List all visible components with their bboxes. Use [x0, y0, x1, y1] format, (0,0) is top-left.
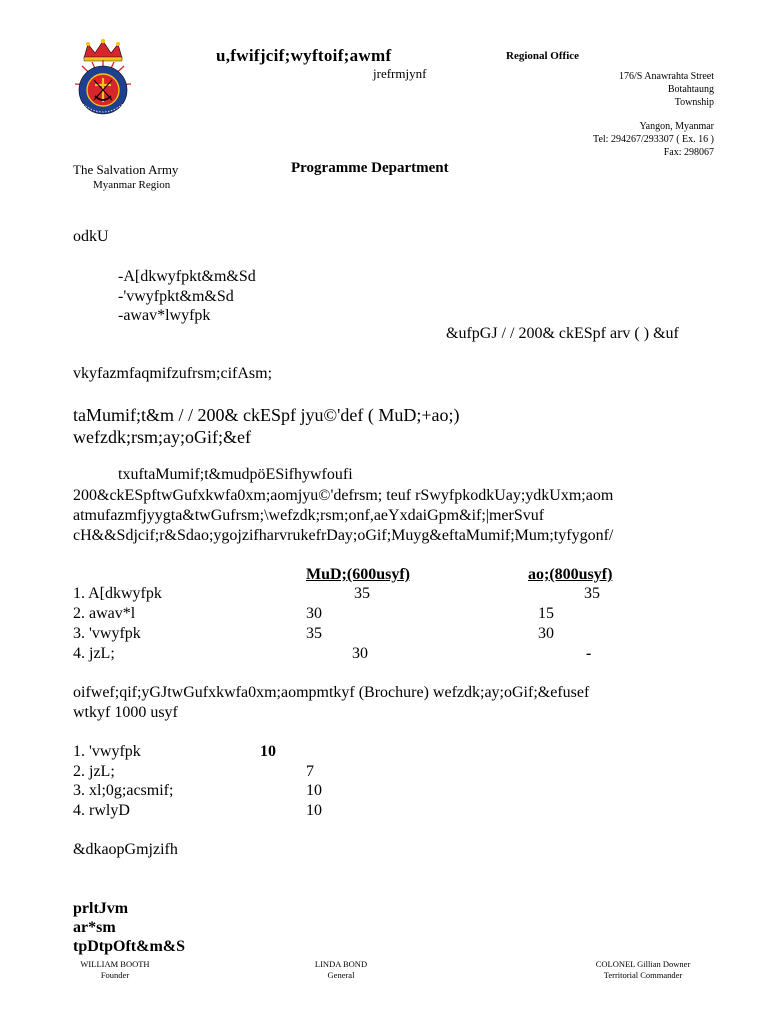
brochure-row-label: 2. jzL; — [73, 763, 115, 780]
letter-heading-2: wefzdk;rsm;ay;oGif;&ef — [73, 427, 251, 447]
table-row-small: 30 — [538, 625, 554, 642]
recipient-2: -'vwyfpkt&m&Sd — [118, 288, 234, 305]
letter-closing: &dkaopGmjzifh — [73, 841, 178, 858]
address-phone: Tel: 294267/293307 ( Ex. 16 ) — [593, 134, 714, 145]
brochure-row-label: 1. 'vwyfpk — [73, 743, 141, 760]
brochure-row-label: 3. xl;0g;acsmif; — [73, 782, 174, 799]
table-row-large: 35 — [354, 585, 370, 602]
table-row-large: 30 — [352, 645, 368, 662]
brochure-row-value: 7 — [306, 763, 314, 780]
table-row-label: 3. 'vwyfpk — [73, 625, 141, 642]
table-row-small: - — [586, 645, 592, 662]
table-row-small: 15 — [538, 605, 554, 622]
table-row-label: 1. A[dkwyfpk — [73, 585, 162, 602]
paragraph-line-4: cH&&Sdjcif;r&Sdao;ygojzifharvrukefrDay;oGif;Muyg&eftaMumif;Mum;tyfygonf/ — [73, 527, 614, 544]
table-header-small: ao;(800usyf) — [528, 566, 613, 583]
salutation-to: odkU — [73, 228, 109, 245]
table-row-large: 35 — [306, 625, 322, 642]
letterhead-subtitle-myanmar: jrefrmjynf — [373, 66, 427, 81]
table-row-large: 30 — [306, 605, 322, 622]
table-header-large: MuD;(600usyf) — [306, 566, 410, 583]
letter-subject: vkyfazmfaqmifzufrsm;cifAsm; — [73, 365, 273, 382]
footer-general-name: LINDA BOND — [314, 959, 368, 969]
footer-commander-title: Territorial Commander — [603, 970, 683, 980]
recipient-3: -awav*lwyfpk — [118, 307, 211, 324]
signatory-line-3: tpDtpOft&m&S — [73, 938, 185, 955]
footer-founder-name: WILLIAM BOOTH — [80, 959, 150, 969]
address-line-4: Yangon, Myanmar — [639, 121, 714, 132]
brochure-row-value: 10 — [306, 802, 322, 819]
organization-region: Myanmar Region — [93, 179, 171, 191]
letterhead-title-myanmar: u,fwifjcif;wyftoif;awmf — [216, 46, 392, 65]
letter-heading-1: taMumif;t&m / / 200& ckESpf jyu©'def ( MuD;+ao;) — [73, 405, 460, 425]
brochure-row-label: 4. rwlyD — [73, 802, 130, 819]
paragraph-line-3: atmufazmfjyygta&twGufrsm;\wefzdk;rsm;onf,aeYxdaiGpm&if;|merSvuf — [73, 507, 545, 524]
paragraph-line-1: txuftaMumif;t&mudpöESifhywfoufi — [118, 466, 353, 483]
footer-commander-name: COLONEL Gillian Downer — [595, 959, 691, 969]
brochure-row-value: 10 — [306, 782, 322, 799]
table-row-label: 4. jzL; — [73, 645, 115, 662]
address-line-1: 176/S Anawrahta Street — [619, 71, 714, 82]
address-line-2: Botahtaung — [667, 84, 714, 95]
organization-name: The Salvation Army — [73, 162, 179, 177]
brochure-line-2: wtkyf 1000 usyf — [73, 704, 178, 721]
signatory-line-2: ar*sm — [73, 919, 116, 936]
department-title: Programme Department — [291, 160, 449, 176]
table-row-label: 2. awav*l — [73, 605, 136, 622]
brochure-line-1: oifwef;qif;yGJtwGufxkwfa0xm;aompmtkyf (Brochure) wefzdk;ay;oGif;&efusef — [73, 684, 590, 701]
salvation-army-crest-logo — [70, 38, 136, 120]
signatory-line-1: prltJvm — [73, 900, 129, 917]
paragraph-line-2: 200&ckESpftwGufxkwfa0xm;aomjyu©'defrsm; teuf rSwyfpkodkUay;ydkUxm;aom — [73, 487, 614, 504]
regional-office-label: Regional Office — [506, 50, 580, 62]
recipient-1: -A[dkwyfpkt&m&Sd — [118, 268, 256, 285]
footer-general-title: General — [327, 970, 355, 980]
address-line-3: Township — [674, 97, 714, 108]
table-row-small: 35 — [584, 585, 600, 602]
address-fax: Fax: 298067 — [663, 147, 714, 158]
letter-date: &ufpGJ / / 200& ckESpf arv ( ) &uf — [446, 325, 679, 342]
footer-founder-title: Founder — [100, 970, 130, 980]
brochure-row-value: 10 — [260, 743, 276, 760]
